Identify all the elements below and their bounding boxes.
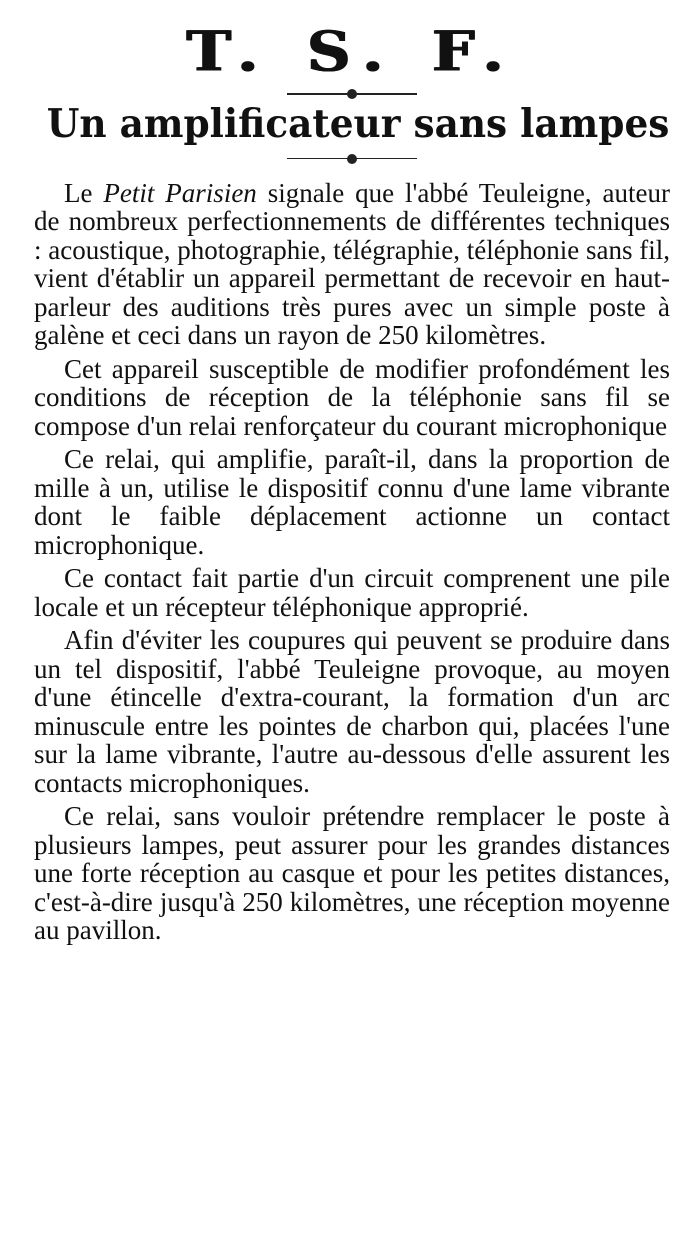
section-masthead: T. S. F. [186, 19, 518, 85]
rule-ornament [347, 154, 357, 164]
article-paragraph: Ce relai, qui amplifie, paraît-il, dans la proportion de mille à un, utilise le dispositif connu d'une lame vibrante dont le faible déplacement actionne un contact microphonique. [34, 444, 670, 560]
ornamental-rule [287, 88, 417, 100]
newspaper-title: Petit Parisien [103, 177, 257, 208]
article-paragraph: Cet appareil susceptible de modifier profondément les conditions de réception de la téléphonie sans fil se compose d'un relai renforçateur du courant microphonique [34, 353, 670, 441]
article-headline: Un amplificateur sans lampes [46, 101, 670, 147]
paragraph-text: signale que l'abbé Teuleigne, auteur de nombreux perfectionnements de différentes techniques : acoustique, photographie, télégraphie, téléphonie sans fil, vient d'établir un appareil permettant de recevoir en haut-parleur des auditions très pures avec un simple poste à galène et ceci dans un rayon de 250 kilomètres. [34, 177, 670, 351]
article-paragraph: Afin d'éviter les coupures qui peuvent se produire dans un tel dispositif, l'abbé Teuleigne provoque, au moyen d'une étincelle d'extra-courant, la formation d'un arc minuscule entre les pointes de charbon qui, placées l'une sur la lame vibrante, l'autre au-dessous d'elle assurent les contacts microphoniques. [34, 625, 670, 798]
paragraph-lead: Le [64, 177, 104, 208]
article-paragraph: Ce contact fait partie d'un circuit comprenent une pile locale et un récepteur téléphonique approprié. [34, 563, 670, 622]
ornamental-rule [287, 153, 417, 165]
article-paragraph [34, 179, 670, 350]
article-body [34, 179, 670, 945]
article-paragraph: Ce relai, sans vouloir prétendre remplacer le poste à plusieurs lampes, peut assurer pour les grandes distances une forte réception au casque et pour les petites distances, c'est-à-dire jusqu'à 250 kilomètres, une réception moyenne au pavillon. [34, 801, 670, 946]
rule-ornament [347, 89, 357, 99]
